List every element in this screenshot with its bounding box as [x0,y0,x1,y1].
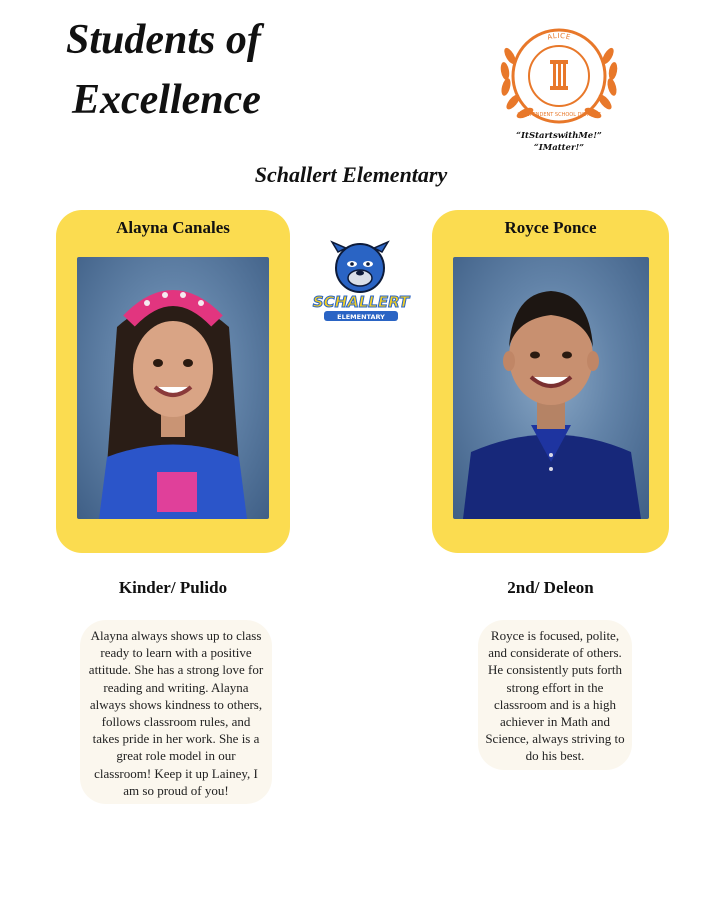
student-bio-1: Alayna always shows up to class ready to learn with a positive attitude. She has a strong love for reading and writing. Alayna always shows kindness to others, follows classroom rules, and takes pride in her work. She is a great role model in our classroom! Keep it up Lainey, I am so proud of you! [80,620,272,804]
student-photo-2 [453,257,649,519]
student-card-1 [56,210,290,553]
district-seal-logo [496,16,622,156]
page-title-line-1: Students of [66,17,261,63]
student-bio-2: Royce is focused, polite, and considerate of others. He consistently puts forth strong effort in the classroom and is a high achiever in Math and Science, always striving to do his best. [478,620,632,770]
seal-top-text: ALICE [546,31,572,42]
page-title [66,14,261,126]
mascot-wordmark: SCHALLERT [312,293,410,311]
mascot-subtitle: ELEMENTARY [337,313,385,321]
student-photo-1 [77,257,269,519]
seal-motto-line-2: “IMatter!” [533,143,585,153]
school-name: Schallert Elementary [254,162,448,187]
student-grade-teacher-1: Kinder/ Pulido [118,578,228,597]
seal-ring-text: INDEPENDENT SCHOOL DISTRICT [517,112,601,118]
student-name-2: Royce Ponce [504,218,597,237]
page-title-line-2: Excellence [72,77,261,123]
seal-motto-line-1: “ItStartswithMe!” [516,131,602,141]
student-name-1: Alayna Canales [116,218,230,237]
schallert-bulldog-logo [302,238,420,330]
student-card-2 [432,210,669,553]
svg-text:ALICE [547,32,572,42]
student-grade-teacher-2: 2nd/ Deleon [507,578,594,597]
